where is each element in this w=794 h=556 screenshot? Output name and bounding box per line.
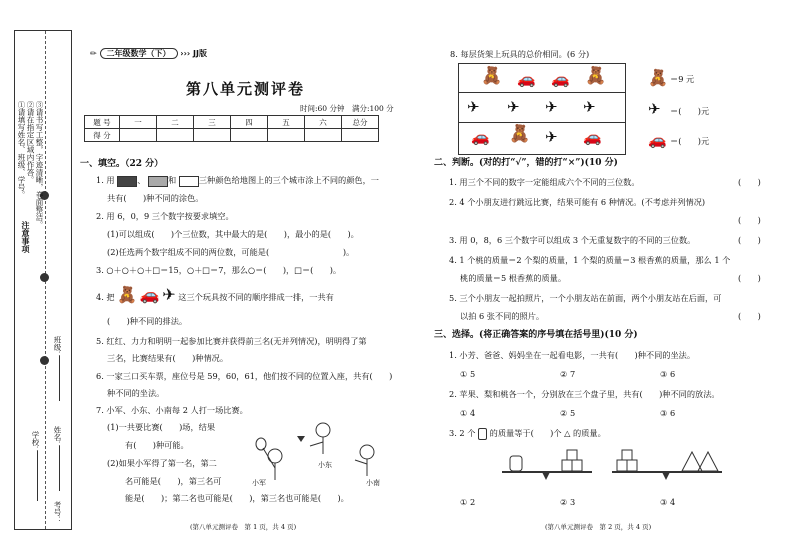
q1-text: 1. 用 <box>96 175 115 185</box>
table-cell: 四 <box>231 116 268 129</box>
choice-2-option-c[interactable]: ③ 6 <box>660 408 676 418</box>
balance-scale <box>502 450 592 480</box>
table-row <box>85 129 379 142</box>
question-7b-line3: 能是( )；第二名也可能是( )，第三名也可能是( )。 <box>125 493 349 503</box>
white-color-swatch <box>179 176 199 187</box>
kid-figure <box>310 423 330 454</box>
grade-banner <box>90 48 207 59</box>
name-label: 姓名： <box>53 426 62 449</box>
cone-icon: △ <box>564 428 571 438</box>
car-price: ＝( )元 <box>670 136 710 146</box>
section-2-heading: 二、判断。(对的打“√”，错的打“×”)(10 分) <box>434 158 618 168</box>
choice-3 <box>449 428 606 440</box>
c3-text: 3. 2 个 <box>449 428 476 438</box>
question-4 <box>96 285 334 304</box>
score-input[interactable] <box>194 129 231 142</box>
question-6: 6. 一家三口买车票，座位号是 59，60，61，他们按不同的位置入座，共有( ) <box>96 371 393 381</box>
choice-1-option-b[interactable]: ② 7 <box>560 369 576 379</box>
question-5: 5. 红红、力力和明明一起参加比赛并获得前三名(无并列情况)，明明得了第 <box>96 336 367 346</box>
arrows-icon: ››› <box>180 49 191 58</box>
choice-1-option-c[interactable]: ③ 6 <box>660 369 676 379</box>
judge-5-line2: 以拍 6 张不同的照片。 <box>460 311 545 321</box>
question-7a: (1)一共要比赛( )场，结果 <box>107 422 216 432</box>
page-footer-left: (第八单元测评卷 第 1 页，共 4 页) <box>190 523 297 531</box>
toy-plane-icon: ✈ <box>162 285 176 304</box>
table-cell: 五 <box>268 116 305 129</box>
choice-1-option-a[interactable]: ① 5 <box>460 369 476 379</box>
question-3: 3. ○＋○＋○＋□＝15，○＋□＝7，那么○＝( )，□＝( )。 <box>96 265 342 275</box>
instruction-2: ②请在指定区域内作答。 <box>26 101 35 184</box>
class-label: 班级： <box>53 336 62 359</box>
choice-3-option-c[interactable]: ③ 4 <box>660 497 676 507</box>
table-cell: 三 <box>194 116 231 129</box>
judge-2-answer[interactable]: ( ) <box>738 215 761 225</box>
class-field[interactable] <box>59 356 60 401</box>
choice-2-option-a[interactable]: ① 4 <box>460 408 476 418</box>
question-7a-line2: 有( )种可能。 <box>125 440 189 450</box>
gray-color-swatch <box>148 176 168 187</box>
toy-plane-icon: ✈ <box>507 98 520 116</box>
toy-car-icon: 🚗 <box>517 70 536 88</box>
balance-scale <box>612 450 722 480</box>
judge-4: 4. 1 个桃的质量＝2 个梨的质量，1 个梨的质量＝3 根香蕉的质量，那么 1 个 <box>449 255 731 265</box>
score-input[interactable] <box>231 129 268 142</box>
binding-margin <box>14 30 72 530</box>
school-field[interactable] <box>37 451 38 501</box>
section-3-heading: 三、选择。(将正确答案的序号填在括号里)(10 分) <box>434 330 638 340</box>
score-input[interactable] <box>342 129 379 142</box>
balance-scales <box>492 448 732 488</box>
table-cell: 一 <box>120 116 157 129</box>
judge-5: 5. 三个小朋友一起拍照片，一个小朋友站在前面，两个小朋友站在后面，可 <box>449 293 722 303</box>
pencil-icon: ✏ <box>90 49 97 58</box>
toy-plane-icon: ✈ <box>648 100 661 118</box>
toy-car-icon: 🚗 <box>139 285 160 304</box>
teddy-bear-icon: 🧸 <box>481 66 503 86</box>
kid-label-xiaonan: 小南 <box>366 479 380 487</box>
c3-text: 的质量等于( )个 <box>489 428 562 438</box>
q1-text: 和 <box>168 175 177 185</box>
toy-shelf <box>458 63 626 155</box>
c3-text: 的质量。 <box>573 428 606 438</box>
table-row <box>85 116 379 129</box>
grade-label: 二年级数学（下） <box>100 48 178 59</box>
exam-number-label: 考号： <box>53 501 62 524</box>
kid-figure <box>355 445 374 476</box>
question-1 <box>96 175 379 187</box>
edition-label: JJ版 <box>192 49 207 58</box>
question-7: 7. 小军、小东、小南每 2 人打一场比赛。 <box>96 405 248 415</box>
table-cell: 得 分 <box>85 129 120 142</box>
toy-car-icon: 🚗 <box>471 128 490 146</box>
exam-meta: 时间:60 分钟 满分:100 分 <box>300 104 394 113</box>
kid-label-xiaojun: 小军 <box>252 479 266 487</box>
choice-1: 1. 小芳、爸爸、妈妈坐在一起看电影，一共有( )种不同的坐法。 <box>449 350 696 360</box>
judge-3: 3. 用 0，8，6 三个数字可以组成 3 个无重复数字的不同的三位数。 <box>449 235 696 245</box>
page-footer-right: (第八单元测评卷 第 2 页，共 4 页) <box>545 523 652 531</box>
shelf-divider <box>459 92 625 93</box>
toy-plane-icon: ✈ <box>545 98 558 116</box>
question-7b: (2)如果小军得了第一名，第二 <box>107 458 217 468</box>
kid-figure <box>256 438 282 480</box>
judge-3-answer[interactable]: ( ) <box>738 235 761 245</box>
school-label: 学校： <box>31 431 40 454</box>
table-cell: 总分 <box>342 116 379 129</box>
table-cell: 题 号 <box>85 116 120 129</box>
teddy-bear-icon: 🧸 <box>117 285 138 304</box>
score-input[interactable] <box>305 129 342 142</box>
section-1-heading: 一、填空。（22 分） <box>80 159 164 169</box>
binding-dot <box>40 356 49 365</box>
judge-1-answer[interactable]: ( ) <box>738 177 761 187</box>
dark-color-swatch <box>117 176 137 187</box>
instruction-3: ③请书写工整，字迹清晰，卷面整洁。 <box>35 101 44 229</box>
toy-plane-icon: ✈ <box>545 128 558 146</box>
judge-4-line2: 桃的质量＝5 根香蕉的质量。 <box>460 273 567 283</box>
choice-2: 2. 苹果、梨和桃各一个，分别放在三个盘子里，共有( )种不同的放法。 <box>449 389 720 399</box>
table-cell: 六 <box>305 116 342 129</box>
notice-tag: 注意事项 <box>21 221 31 253</box>
teddy-bear-icon: 🧸 <box>585 66 607 86</box>
question-8: 8. 每层货架上玩具的总价相同。(6 分) <box>450 49 590 59</box>
judge-5-answer[interactable]: ( ) <box>738 311 761 321</box>
choice-3-option-b[interactable]: ② 3 <box>560 497 576 507</box>
score-input[interactable] <box>120 129 157 142</box>
name-field[interactable] <box>59 446 60 491</box>
choice-2-option-b[interactable]: ② 5 <box>560 408 576 418</box>
toy-car-icon: 🚗 <box>551 70 570 88</box>
shelf-divider <box>459 122 625 123</box>
plane-price: ＝( )元 <box>670 106 710 116</box>
shuttlecock-icon <box>297 436 305 442</box>
judge-4-answer[interactable]: ( ) <box>738 273 761 283</box>
teddy-bear-icon: 🧸 <box>509 124 531 144</box>
toy-plane-icon: ✈ <box>467 98 480 116</box>
bear-price: ＝9 元 <box>670 74 695 84</box>
toy-car-icon: 🚗 <box>648 131 667 149</box>
toy-car-icon: 🚗 <box>583 128 602 146</box>
q4-text: 这三个玩具按不同的顺序排成一排，一共有 <box>178 292 334 302</box>
cylinder-icon <box>478 428 487 440</box>
question-7b-line2: 名可能是( )，第三名可 <box>125 476 222 486</box>
q1-text: 、 <box>137 175 146 185</box>
question-4-line2: ( )种不同的排法。 <box>107 316 188 326</box>
question-6-line2: 种不同的坐法。 <box>107 388 165 398</box>
binding-dot <box>40 273 49 282</box>
question-2: 2. 用 6，0，9 三个数字按要求填空。 <box>96 211 234 221</box>
question-2a: (1)可以组成( )个三位数，其中最大的是( )，最小的是( )。 <box>107 229 359 239</box>
teddy-bear-icon: 🧸 <box>648 68 668 87</box>
judge-2: 2. 4 个小朋友进行跳远比赛，结果可能有 6 种情况。(不考虑并列情况) <box>449 197 706 207</box>
question-5-line2: 三名，比赛结果有( )种情况。 <box>107 353 229 363</box>
kid-label-xiaodong: 小东 <box>318 461 332 469</box>
score-input[interactable] <box>268 129 305 142</box>
table-cell: 二 <box>157 116 194 129</box>
score-table <box>84 115 379 142</box>
question-2b: (2)任选两个数字组成不同的两位数，可能是( )。 <box>107 247 355 257</box>
toy-plane-icon: ✈ <box>583 98 596 116</box>
question-1-line2: 共有( )种不同的涂色。 <box>107 193 204 203</box>
page-title: 第八单元测评卷 <box>186 80 306 98</box>
q4-text: 4. 把 <box>96 292 115 302</box>
score-input[interactable] <box>157 129 194 142</box>
judge-1: 1. 用三个不同的数字一定能组成六个不同的三位数。 <box>449 177 640 187</box>
choice-3-option-a[interactable]: ① 2 <box>460 497 476 507</box>
instruction-1: ①请填写姓名、班级、学号。 <box>17 101 26 199</box>
q1-text: 三种颜色给地图上的三个城市涂上不同的颜色，一 <box>198 175 379 185</box>
